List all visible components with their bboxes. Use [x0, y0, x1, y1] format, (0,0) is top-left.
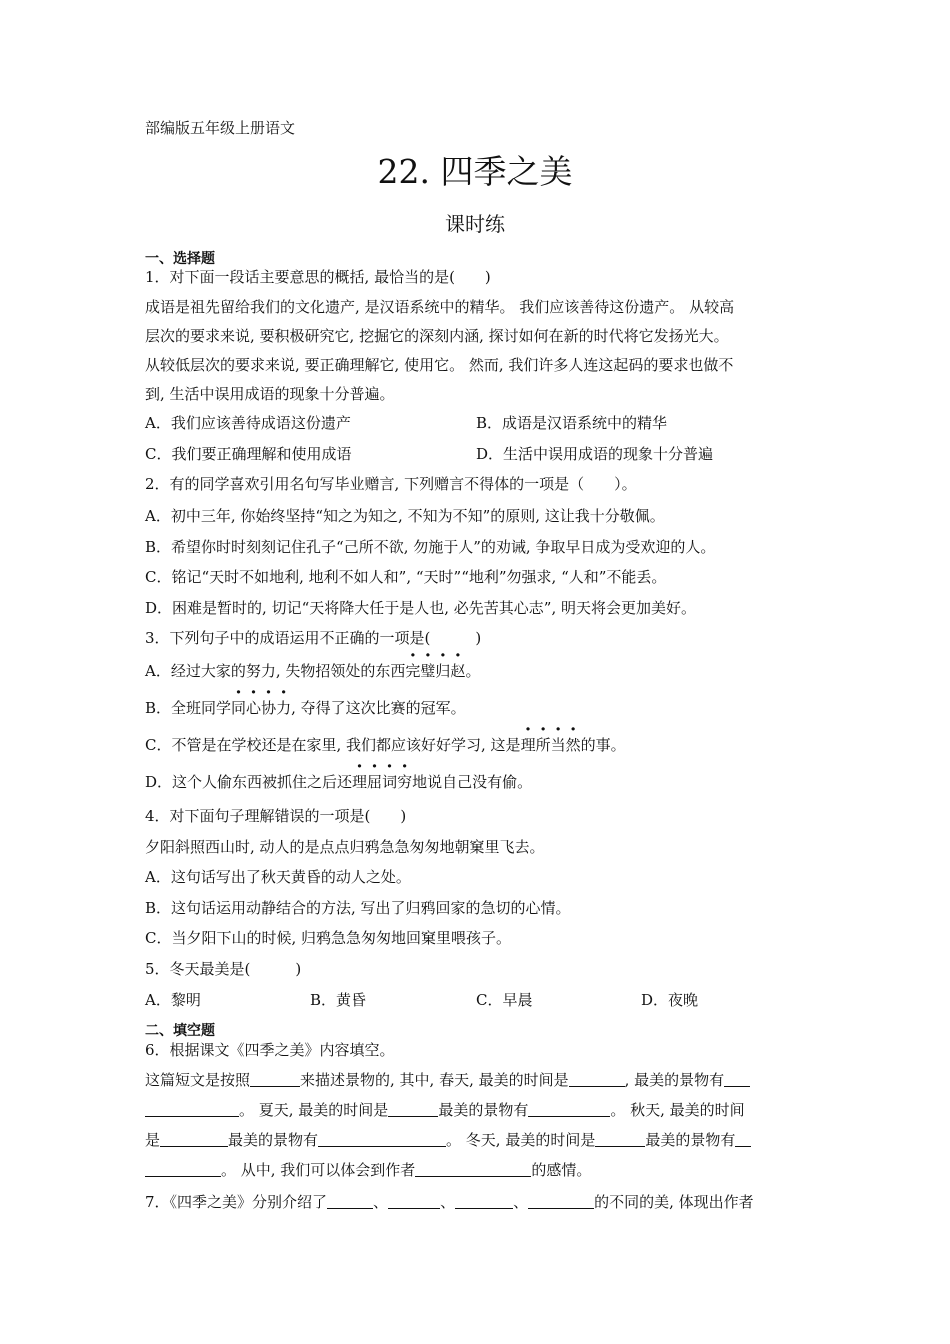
q4-stem: 4．对下面句子理解错误的一项是( ): [145, 807, 407, 825]
emphasized-char: 归: [435, 662, 451, 680]
option-text: C．不管是在学校还是在家里, 我们都应该好好学习, 这是: [145, 736, 521, 754]
q2-stem: 2．有的同学喜欢引用名句写毕业赠言, 下列赠言不得体的一项是（ ）。: [145, 475, 637, 493]
grade-header: 部编版五年级上册语文: [145, 119, 296, 137]
option-text: 的事。: [580, 736, 626, 754]
q5-option-c[interactable]: C．早晨: [476, 991, 533, 1009]
q6-stem: 6．根据课文《四季之美》内容填空。: [145, 1041, 395, 1059]
emphasized-char: 璧: [420, 662, 436, 680]
q6-text-line: 是 最美的景物有 。 冬天, 最美的时间是 最美的景物有: [145, 1129, 751, 1150]
emphasized-char: 然: [565, 736, 581, 754]
q1-passage-line: 从较低层次的要求来说, 要正确理解它, 使用它。 然而, 我们许多人连这起码的要求也做不: [145, 356, 734, 374]
option-text: 地说自己没有偷。: [412, 773, 533, 791]
q6-text-line: 这篇短文是按照 来描述景物的, 其中, 春天, 最美的时间是 , 最美的景物有: [145, 1069, 750, 1090]
blank[interactable]: [145, 1101, 239, 1117]
emphasized-char: 当: [550, 736, 566, 754]
emphasized-char: 完: [405, 662, 421, 680]
q1-option-a[interactable]: A．我们应该善待成语这份遗产: [145, 414, 351, 432]
section-fill-heading: 二、填空题: [145, 1023, 215, 1039]
q4-option-c[interactable]: C．当夕阳下山的时候, 归鸦急急匆匆地回窠里喂孩子。: [145, 929, 512, 947]
page-title: 22. 四季之美: [377, 152, 573, 191]
option-text: , 夺得了这次比赛的冠军。: [291, 699, 466, 717]
blank[interactable]: [327, 1193, 373, 1209]
blank[interactable]: [145, 1161, 221, 1177]
blank[interactable]: [595, 1131, 645, 1147]
q4-option-a[interactable]: A．这句话写出了秋天黄昏的动人之处。: [145, 868, 411, 886]
q1-passage-line: 到, 生活中误用成语的现象十分普遍。: [145, 385, 395, 403]
emphasized-idiom: [231, 699, 291, 717]
q3-option-d[interactable]: [145, 771, 532, 792]
blank[interactable]: [528, 1101, 610, 1117]
blank[interactable]: [388, 1101, 438, 1117]
emphasized-idiom: [521, 736, 581, 754]
emphasized-char: 赵: [450, 662, 466, 680]
q1-passage-line: 成语是祖先留给我们的文化遗产, 是汉语系统中的精华。 我们应该善待这份遗产。 从较高: [145, 298, 735, 316]
blank[interactable]: [735, 1131, 751, 1147]
blank[interactable]: [388, 1193, 440, 1209]
blank[interactable]: [250, 1071, 300, 1087]
option-text: A．经过大家的努力, 失物招领处的东西: [145, 662, 406, 680]
q3-stem: 3．下列句子中的成语运用不正确的一项是( ): [145, 629, 482, 647]
q6-text-line: 。 夏天, 最美的时间是 最美的景物有 。 秋天, 最美的时间: [145, 1099, 745, 1120]
option-text: D．这个人偷东西被抓住之后还: [145, 773, 353, 791]
emphasized-char: 同: [231, 699, 247, 717]
q5-stem: 5．冬天最美是( ): [145, 960, 302, 978]
blank[interactable]: [318, 1131, 446, 1147]
blank[interactable]: [569, 1071, 625, 1087]
q2-option-b[interactable]: B．希望你时时刻刻记住孔子“己所不欲, 勿施于人”的劝诫, 争取早日成为受欢迎的人。: [145, 538, 716, 556]
q4-sentence: 夕阳斜照西山时, 动人的是点点归鸦急急匆匆地朝窠里飞去。: [145, 838, 545, 856]
q1-passage-line: 层次的要求来说, 要积极研究它, 挖掘它的深刻内涵, 探讨如何在新的时代将它发扬光大。: [145, 327, 729, 345]
page-subtitle: 课时练: [445, 212, 505, 236]
q1-stem: 1．对下面一段话主要意思的概括, 最恰当的是( ): [145, 268, 491, 286]
emphasized-char: 心: [246, 699, 262, 717]
q5-option-b[interactable]: B．黄昏: [310, 991, 367, 1009]
emphasized-idiom: [405, 662, 465, 680]
emphasized-char: 理: [352, 773, 368, 791]
q2-option-a[interactable]: A．初中三年, 你始终坚持“知之为知之, 不知为不知”的原则, 这让我十分敬佩。: [145, 507, 665, 525]
emphasized-char: 力: [276, 699, 292, 717]
blank[interactable]: [455, 1193, 513, 1209]
q5-option-a[interactable]: A．黎明: [145, 991, 201, 1009]
q7-text-line: 7．《四季之美》分别介绍了 、 、 、 的不同的美, 体现出作者: [145, 1193, 754, 1211]
q4-option-b[interactable]: B．这句话运用动静结合的方法, 写出了归鸦回家的急切的心情。: [145, 899, 571, 917]
emphasized-idiom: [352, 773, 412, 791]
blank[interactable]: [724, 1071, 750, 1087]
q6-text-line: 。 从中, 我们可以体会到作者 的感情。: [145, 1159, 591, 1180]
q1-option-c[interactable]: C．我们要正确理解和使用成语: [145, 445, 352, 463]
emphasized-char: 词: [382, 773, 398, 791]
q1-option-b[interactable]: B．成语是汉语系统中的精华: [476, 414, 668, 432]
emphasized-char: 协: [261, 699, 277, 717]
blank[interactable]: [528, 1193, 594, 1209]
blank[interactable]: [160, 1131, 228, 1147]
q3-option-a[interactable]: [145, 660, 480, 681]
q3-option-b[interactable]: [145, 697, 466, 718]
section-choice-heading: 一、选择题: [145, 251, 215, 267]
option-text: B．全班同学: [145, 699, 232, 717]
option-text: 。: [465, 662, 481, 680]
q3-option-c[interactable]: [145, 734, 626, 755]
emphasized-char: 穷: [397, 773, 413, 791]
q1-option-d[interactable]: D．生活中误用成语的现象十分普遍: [476, 445, 714, 463]
blank[interactable]: [415, 1161, 531, 1177]
emphasized-char: 理: [520, 736, 536, 754]
emphasized-char: 所: [535, 736, 551, 754]
q2-option-d[interactable]: D．困难是暂时的, 切记“天将降大任于是人也, 必先苦其心志”, 明天将会更加美好。: [145, 599, 696, 617]
q2-option-c[interactable]: C．铭记“天时不如地利, 地利不如人和”, “天时”“地利”勿强求, “人和”不能丢。: [145, 568, 667, 586]
q5-option-d[interactable]: D．夜晚: [641, 991, 699, 1009]
emphasized-char: 屈: [367, 773, 383, 791]
